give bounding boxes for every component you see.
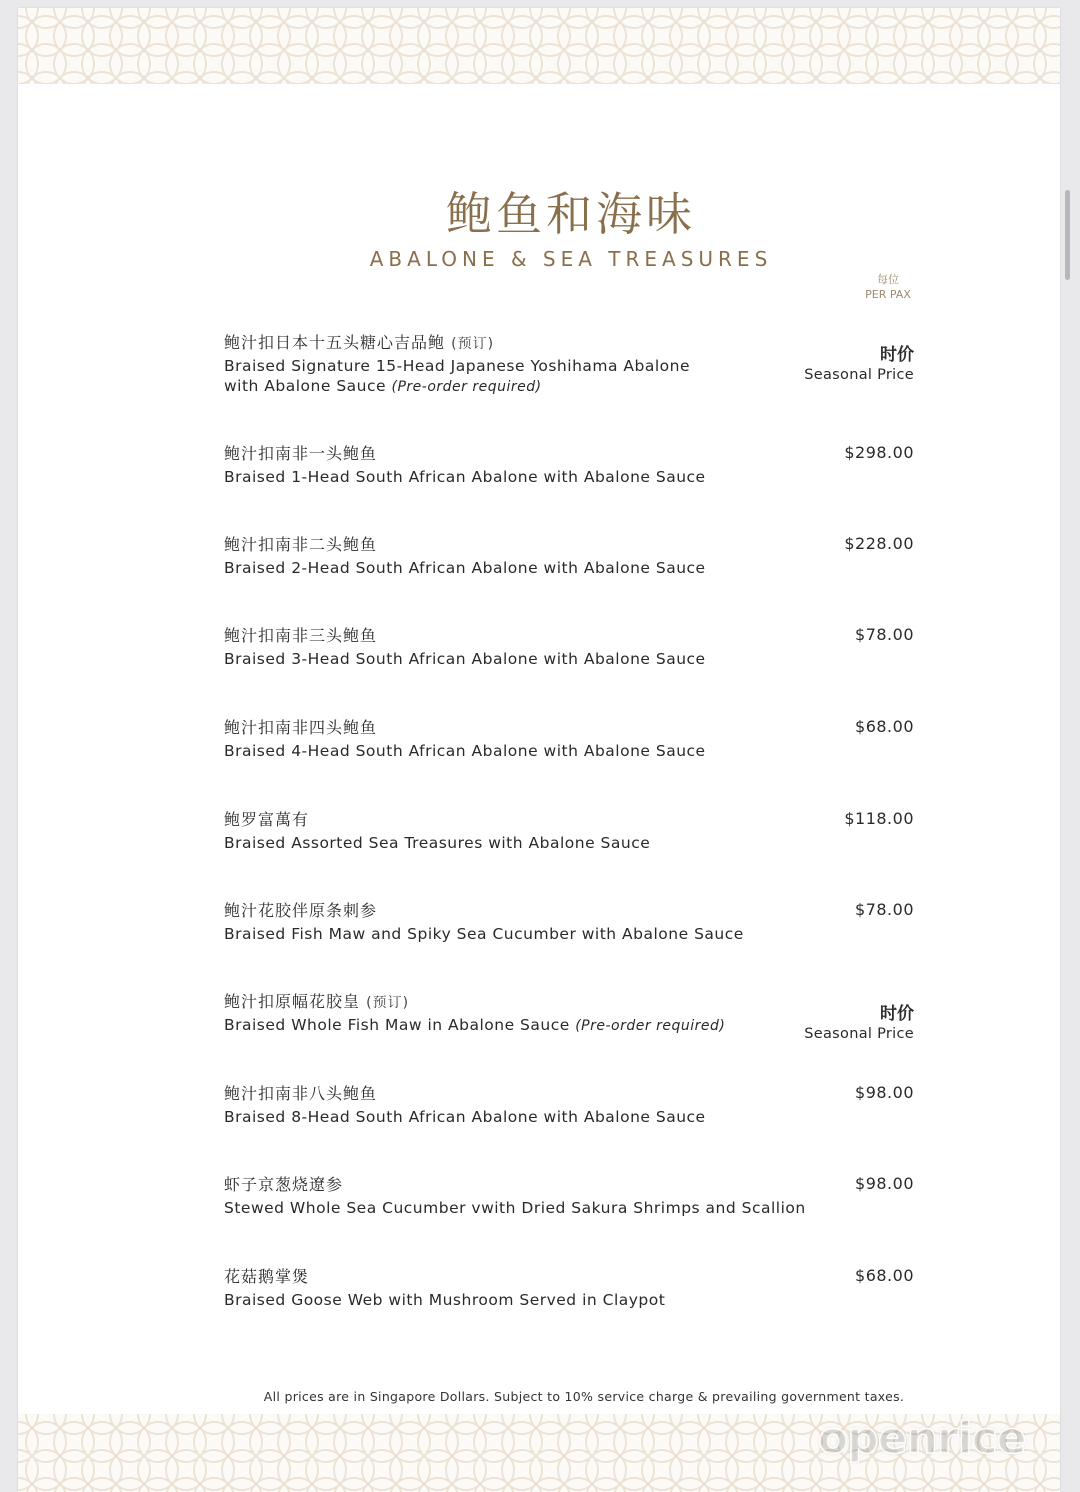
item-name-en: Braised Goose Web with Mushroom Served in Claypot bbox=[224, 1291, 666, 1309]
page-title-en: ABALONE & SEA TREASURES bbox=[369, 247, 773, 271]
item-name-en: Braised 1-Head South African Abalone with Abalone Sauce bbox=[224, 468, 706, 486]
item-price-cn: 时价 bbox=[880, 345, 914, 365]
openrice-watermark: openrice bbox=[818, 1413, 1026, 1464]
item-price: $68.00 bbox=[855, 717, 914, 736]
item-name-en-line2-text: with Abalone Sauce bbox=[224, 377, 387, 395]
item-name-en: Stewed Whole Sea Cucumber vwith Dried Sakura Shrimps and Scallion bbox=[224, 1199, 806, 1217]
item-name-en: Braised 8-Head South African Abalone with Abalone Sauce bbox=[224, 1108, 706, 1126]
item-price-en: Seasonal Price bbox=[804, 1026, 914, 1042]
price-disclaimer: All prices are in Singapore Dollars. Subject to 10% service charge & prevailing government taxes. bbox=[263, 1389, 905, 1404]
item-price: $228.00 bbox=[844, 534, 914, 553]
item-price: $98.00 bbox=[855, 1083, 914, 1102]
item-name-cn: 鲍汁花胶伴原条刺参 bbox=[224, 901, 378, 920]
item-name-cn: 花菇鹅掌煲 bbox=[224, 1267, 310, 1286]
item-preorder-cn: (预订) bbox=[366, 995, 410, 1011]
item-name-cn: 鲍汁扣南非四头鲍鱼 bbox=[224, 718, 378, 737]
item-name-cn bbox=[224, 330, 494, 353]
page-title-cn: 鲍鱼和海味 bbox=[446, 187, 696, 241]
item-price: $298.00 bbox=[844, 443, 914, 462]
item-name-en bbox=[224, 1015, 725, 1036]
item-name-en-line2 bbox=[224, 376, 690, 397]
item-price-cn: 时价 bbox=[880, 1004, 914, 1024]
item-price bbox=[804, 999, 914, 1042]
item-name-cn-text: 鲍汁扣原幅花胶皇 bbox=[224, 992, 361, 1011]
item-name-en-text: Braised Whole Fish Maw in Abalone Sauce bbox=[224, 1016, 570, 1034]
per-pax-label bbox=[848, 272, 928, 302]
item-name-cn bbox=[224, 989, 409, 1012]
item-name-en: Braised 4-Head South African Abalone with Abalone Sauce bbox=[224, 742, 706, 760]
item-name-cn: 鲍罗富萬有 bbox=[224, 810, 310, 829]
item-name-cn: 鲍汁扣南非三头鲍鱼 bbox=[224, 626, 378, 645]
scrollbar[interactable] bbox=[1065, 190, 1070, 280]
item-preorder-en: (Pre-order required) bbox=[391, 379, 542, 395]
decorative-pattern-top bbox=[18, 8, 1060, 84]
item-price: $78.00 bbox=[855, 900, 914, 919]
per-pax-cn: 每位 bbox=[877, 273, 899, 286]
item-price: $68.00 bbox=[855, 1266, 914, 1285]
item-name-cn-text: 鲍汁扣日本十五头糖心吉品鲍 bbox=[224, 333, 446, 352]
item-preorder-cn: (预订) bbox=[451, 336, 495, 352]
item-name-en: Braised Fish Maw and Spiky Sea Cucumber with Abalone Sauce bbox=[224, 925, 744, 943]
item-name-cn: 鲍汁扣南非八头鲍鱼 bbox=[224, 1084, 378, 1103]
per-pax-en: PER PAX bbox=[865, 288, 911, 301]
item-price: $118.00 bbox=[844, 809, 914, 828]
item-name-cn: 鲍汁扣南非二头鲍鱼 bbox=[224, 535, 378, 554]
item-name-en: Braised 3-Head South African Abalone with Abalone Sauce bbox=[224, 650, 706, 668]
item-preorder-en: (Pre-order required) bbox=[575, 1018, 726, 1034]
item-name-en: Braised 2-Head South African Abalone with Abalone Sauce bbox=[224, 559, 706, 577]
item-price: $78.00 bbox=[855, 625, 914, 644]
item-name-cn: 鲍汁扣南非一头鲍鱼 bbox=[224, 444, 378, 463]
item-price-en: Seasonal Price bbox=[804, 367, 914, 383]
item-name-en-line1: Braised Signature 15-Head Japanese Yoshihama Abalone bbox=[224, 357, 691, 375]
item-price bbox=[804, 340, 914, 383]
item-name-cn: 虾子京葱烧遼参 bbox=[224, 1175, 344, 1194]
item-name-en: Braised Assorted Sea Treasures with Abalone Sauce bbox=[224, 834, 651, 852]
menu-page bbox=[18, 8, 1060, 1492]
item-name-en bbox=[224, 356, 690, 397]
item-price: $98.00 bbox=[855, 1174, 914, 1193]
